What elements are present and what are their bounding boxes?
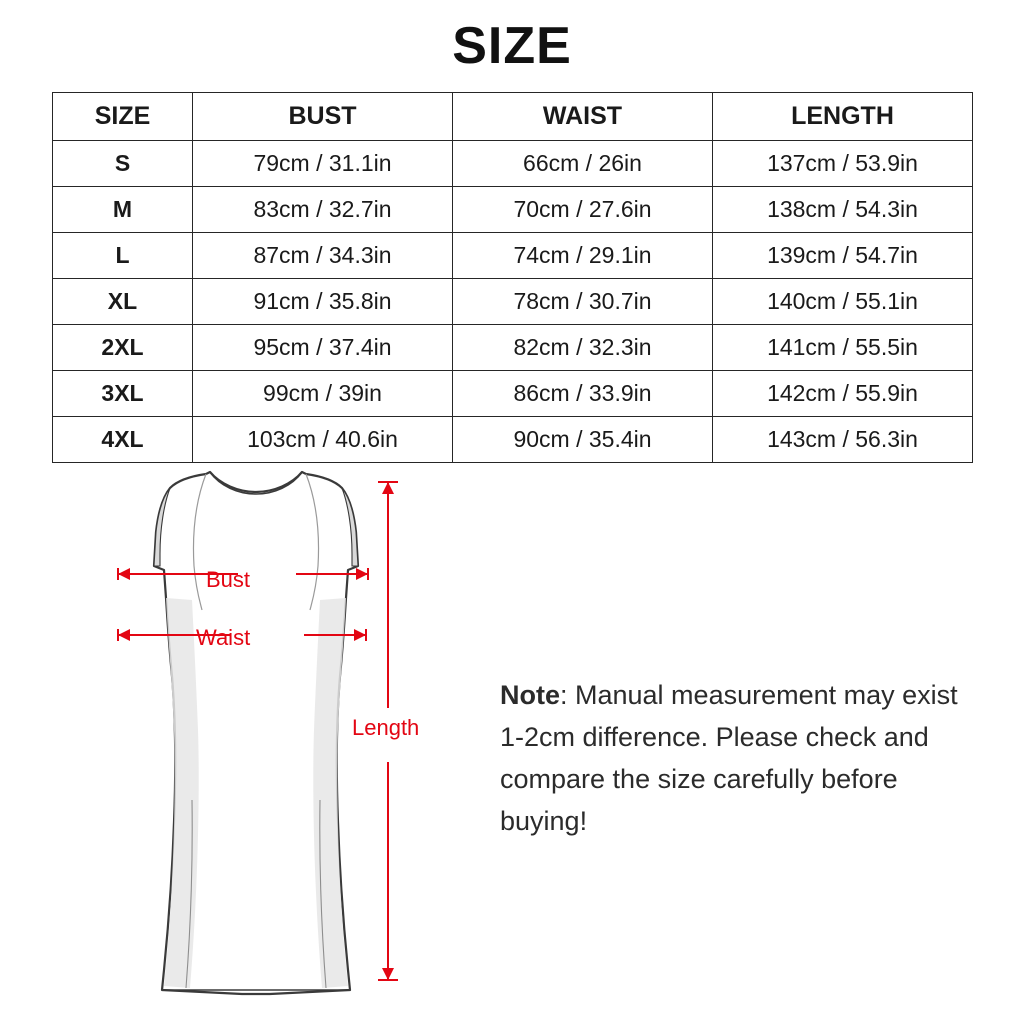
garment-illustration — [60, 470, 480, 1015]
cell-size: 3XL — [53, 371, 193, 417]
page-title: SIZE — [452, 17, 572, 75]
measurement-note — [500, 675, 980, 842]
cell-size: S — [53, 141, 193, 187]
cell-size: L — [53, 233, 193, 279]
column-header-bust: BUST — [193, 93, 453, 141]
cell-bust: 79cm / 31.1in — [193, 141, 453, 187]
cell-bust: 87cm / 34.3in — [193, 233, 453, 279]
cell-bust: 95cm / 37.4in — [193, 325, 453, 371]
cell-length: 139cm / 54.7in — [713, 233, 973, 279]
cell-bust: 99cm / 39in — [193, 371, 453, 417]
size-chart-table — [52, 92, 973, 463]
column-header-size: SIZE — [53, 93, 193, 141]
column-header-waist: WAIST — [453, 93, 713, 141]
cell-length: 142cm / 55.9in — [713, 371, 973, 417]
cell-bust: 83cm / 32.7in — [193, 187, 453, 233]
cell-waist: 86cm / 33.9in — [453, 371, 713, 417]
cell-length: 143cm / 56.3in — [713, 417, 973, 463]
cell-length: 137cm / 53.9in — [713, 141, 973, 187]
length-label: Length — [352, 715, 420, 740]
table-row — [53, 325, 973, 371]
cell-waist: 70cm / 27.6in — [453, 187, 713, 233]
bust-label: Bust — [206, 567, 251, 592]
cell-waist: 74cm / 29.1in — [453, 233, 713, 279]
cell-size: M — [53, 187, 193, 233]
dress-outline — [154, 472, 358, 994]
cell-size: 4XL — [53, 417, 193, 463]
cell-bust: 103cm / 40.6in — [193, 417, 453, 463]
cell-waist: 66cm / 26in — [453, 141, 713, 187]
table-row — [53, 371, 973, 417]
cell-length: 138cm / 54.3in — [713, 187, 973, 233]
cell-length: 141cm / 55.5in — [713, 325, 973, 371]
dress-diagram-svg — [60, 470, 480, 1015]
waist-label: Waist — [196, 625, 251, 650]
cell-bust: 91cm / 35.8in — [193, 279, 453, 325]
cell-waist: 78cm / 30.7in — [453, 279, 713, 325]
note-text: : Manual measurement may exist 1-2cm difference. Please check and compare the size carefully before buying! — [500, 680, 958, 836]
table-row — [53, 141, 973, 187]
cell-size: XL — [53, 279, 193, 325]
cell-size: 2XL — [53, 325, 193, 371]
table-row — [53, 233, 973, 279]
table-row — [53, 187, 973, 233]
table-row — [53, 279, 973, 325]
column-header-length: LENGTH — [713, 93, 973, 141]
cell-waist: 82cm / 32.3in — [453, 325, 713, 371]
cell-waist: 90cm / 35.4in — [453, 417, 713, 463]
note-prefix: Note — [500, 680, 560, 710]
table-header-row — [53, 93, 973, 141]
cell-length: 140cm / 55.1in — [713, 279, 973, 325]
table-row — [53, 417, 973, 463]
